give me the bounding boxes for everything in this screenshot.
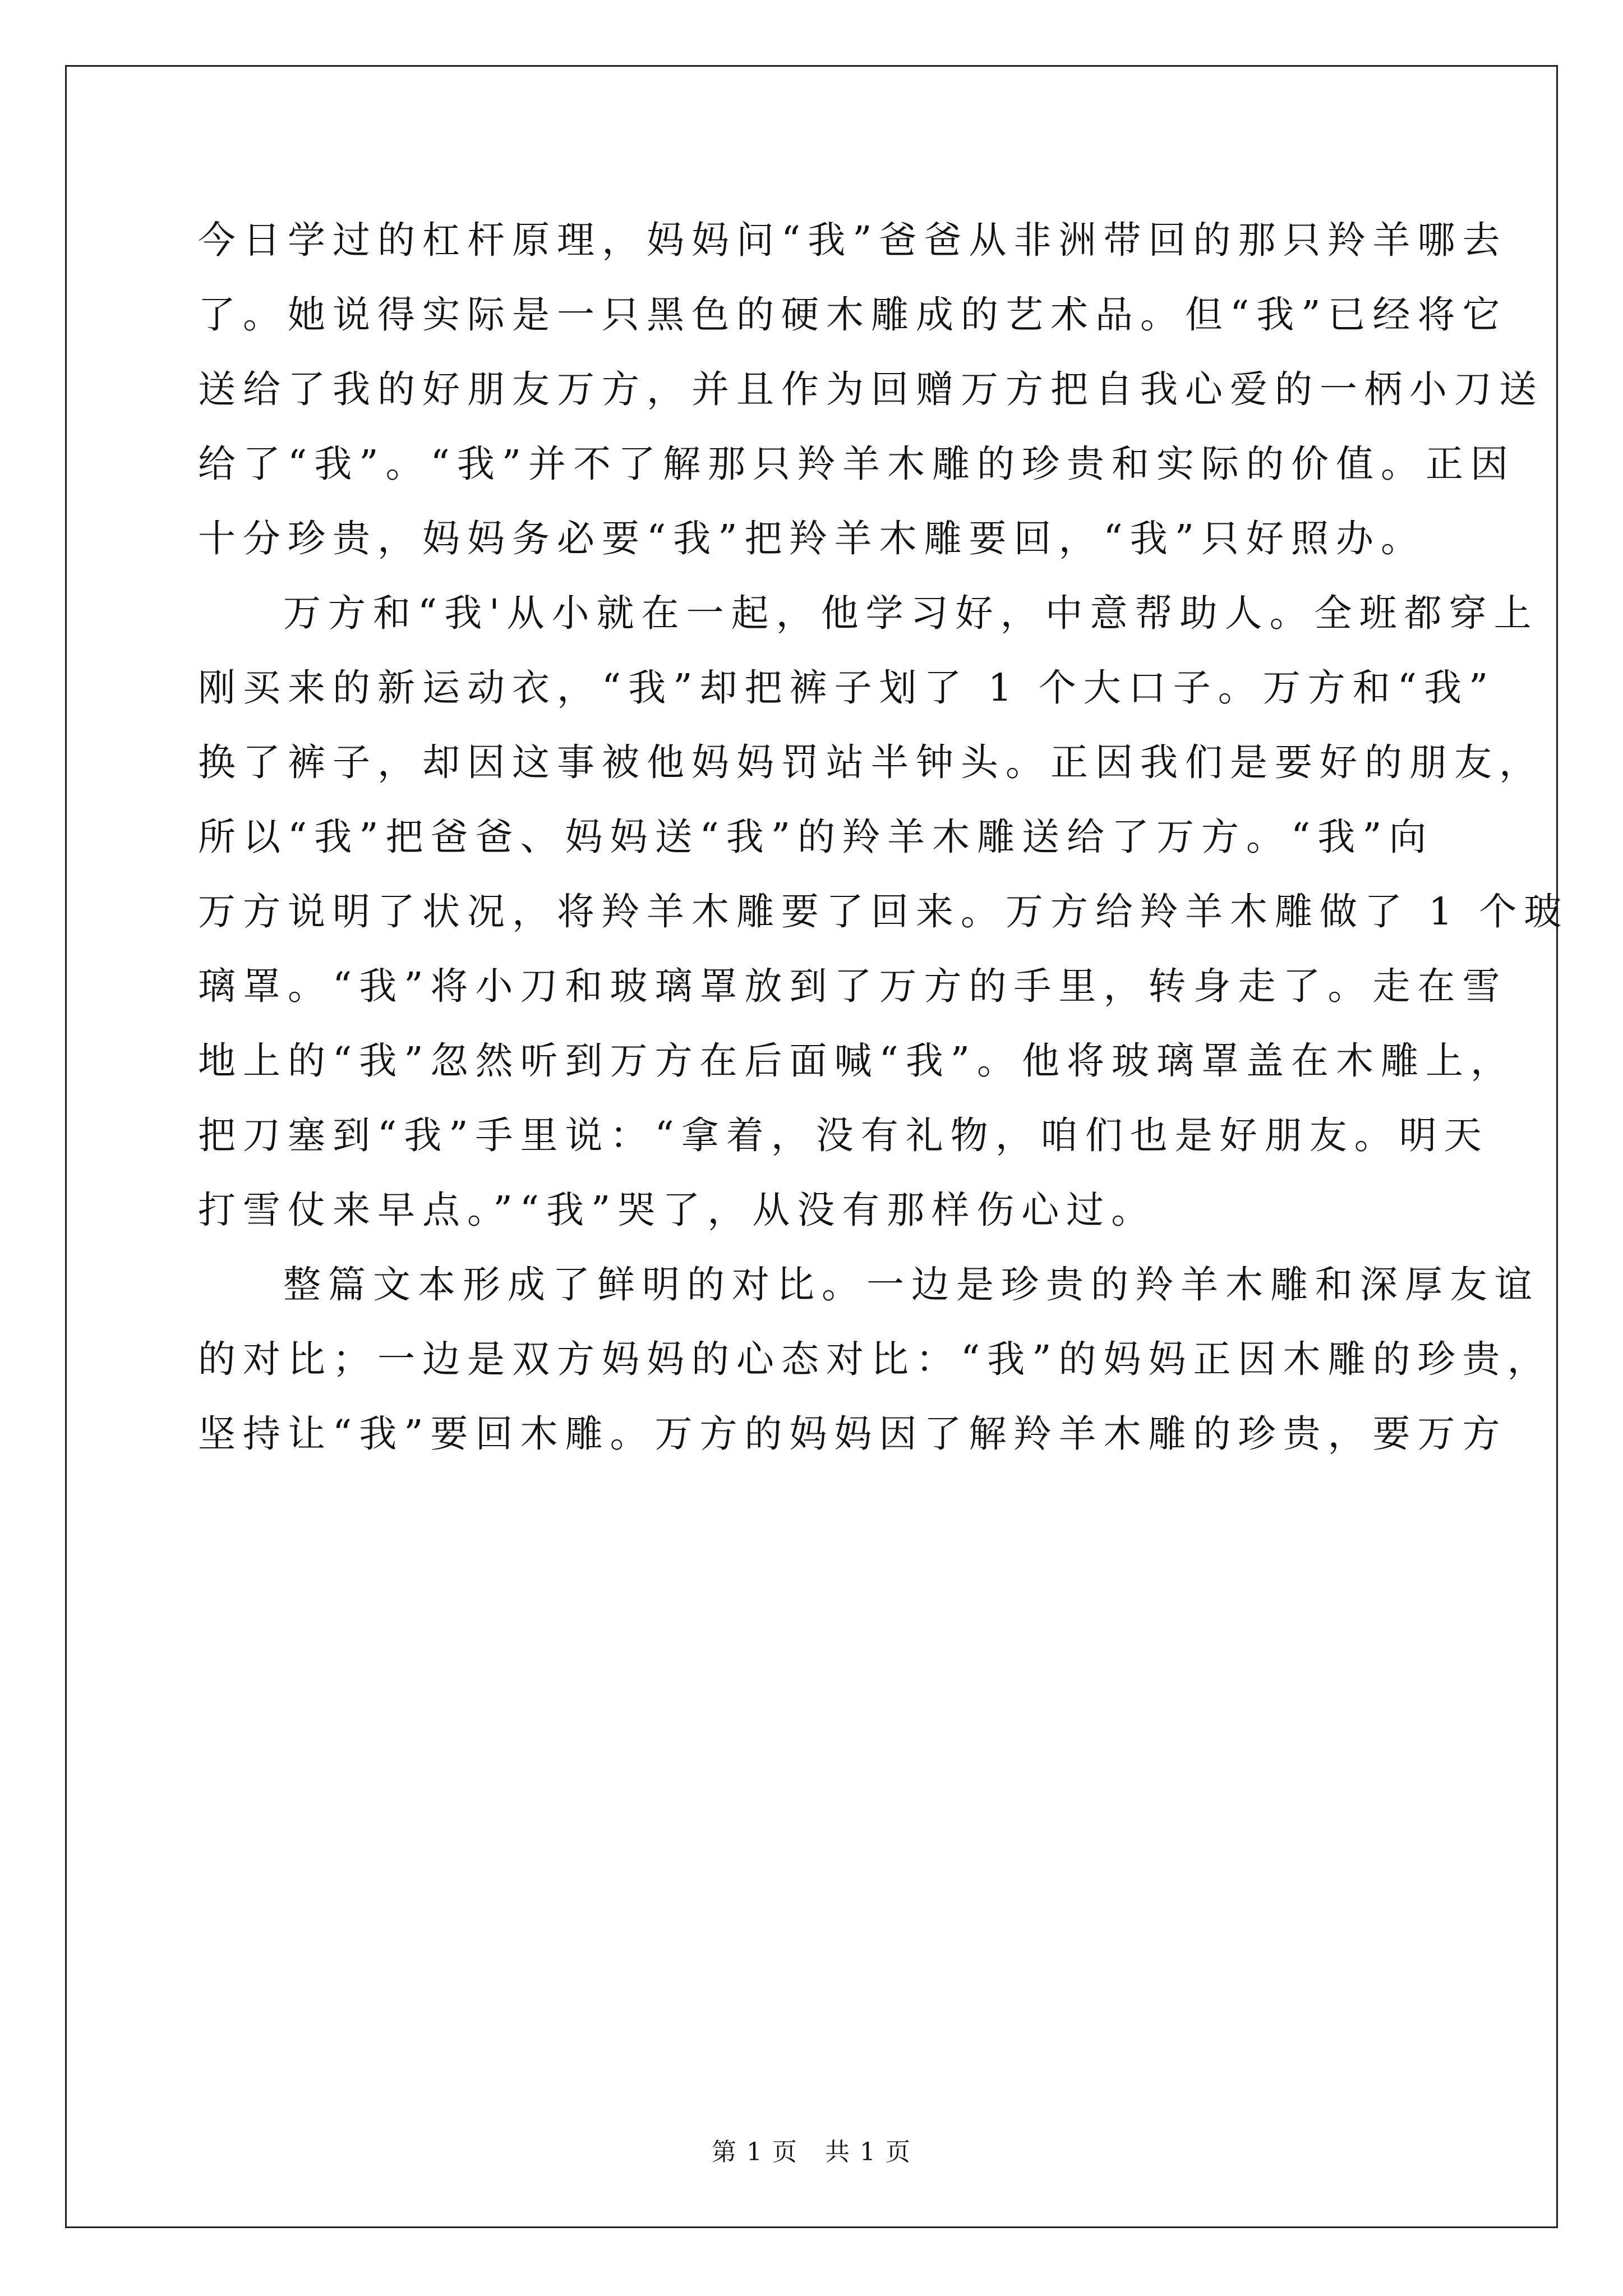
text-line: 万方说明了状况，将羚羊木雕要了回来。万方给羚羊木雕做了 1 个玻 bbox=[198, 890, 1569, 933]
page-number: 第 1 页 bbox=[712, 2138, 798, 2166]
text-line: 坚持让“我”要回木雕。万方的妈妈因了解羚羊木雕的珍贵，要万方 bbox=[198, 1412, 1507, 1456]
paragraph-3 bbox=[198, 1248, 1552, 1471]
text-line: 璃罩。“我”将小刀和玻璃罩放到了万方的手里，转身走了。走在雪 bbox=[198, 964, 1507, 1008]
text-line: 整篇文本形成了鲜明的对比。一边是珍贵的羚羊木雕和深厚友谊 bbox=[283, 1263, 1539, 1306]
text-line: 了。她说得实际是一只黑色的硬木雕成的艺术品。但“我”已经将它 bbox=[198, 293, 1507, 337]
text-line: 地上的“我”忽然听到万方在后面喊“我”。他将玻璃罩盖在木雕上， bbox=[198, 1039, 1516, 1083]
document-body bbox=[198, 203, 1569, 1471]
paragraph-1 bbox=[198, 203, 1544, 576]
text-line: 换了裤子，却因这事被他妈妈罚站半钟头。正因我们是要好的朋友， bbox=[198, 740, 1544, 784]
text-line: 十分珍贵，妈妈务必要“我”把羚羊木雕要回，“我”只好照办。 bbox=[198, 517, 1426, 560]
page-footer bbox=[0, 2132, 1623, 2168]
text-line: 今日学过的杠杆原理，妈妈问“我”爸爸从非洲带回的那只羚羊哪去 bbox=[198, 218, 1507, 262]
text-line: 打雪仗来早点。”“我”哭了，从没有那样伤心过。 bbox=[198, 1188, 1156, 1232]
text-line: 万方和“我'从小就在一起，他学习好，中意帮助人。全班都穿上 bbox=[283, 591, 1539, 635]
page-total: 共 1 页 bbox=[825, 2138, 911, 2166]
text-line: 给了“我”。“我”并不了解那只羚羊木雕的珍贵和实际的价值。正因 bbox=[198, 442, 1516, 486]
text-line: 的对比；一边是双方妈妈的心态对比：“我”的妈妈正因木雕的珍贵， bbox=[198, 1337, 1552, 1381]
text-line: 把刀塞到“我”手里说：“拿着，没有礼物，咱们也是好朋友。明天 bbox=[198, 1114, 1489, 1157]
text-line: 送给了我的好朋友万方，并且作为回赠万方把自我心爱的一柄小刀送 bbox=[198, 367, 1544, 411]
text-line: 刚买来的新运动衣，“我”却把裤子划了 1 个大口子。万方和“我” bbox=[198, 666, 1496, 710]
text-line: 所以“我”把爸爸、妈妈送“我”的羚羊木雕送给了万方。“我”向 bbox=[198, 815, 1434, 859]
paragraph-2 bbox=[198, 576, 1569, 1248]
